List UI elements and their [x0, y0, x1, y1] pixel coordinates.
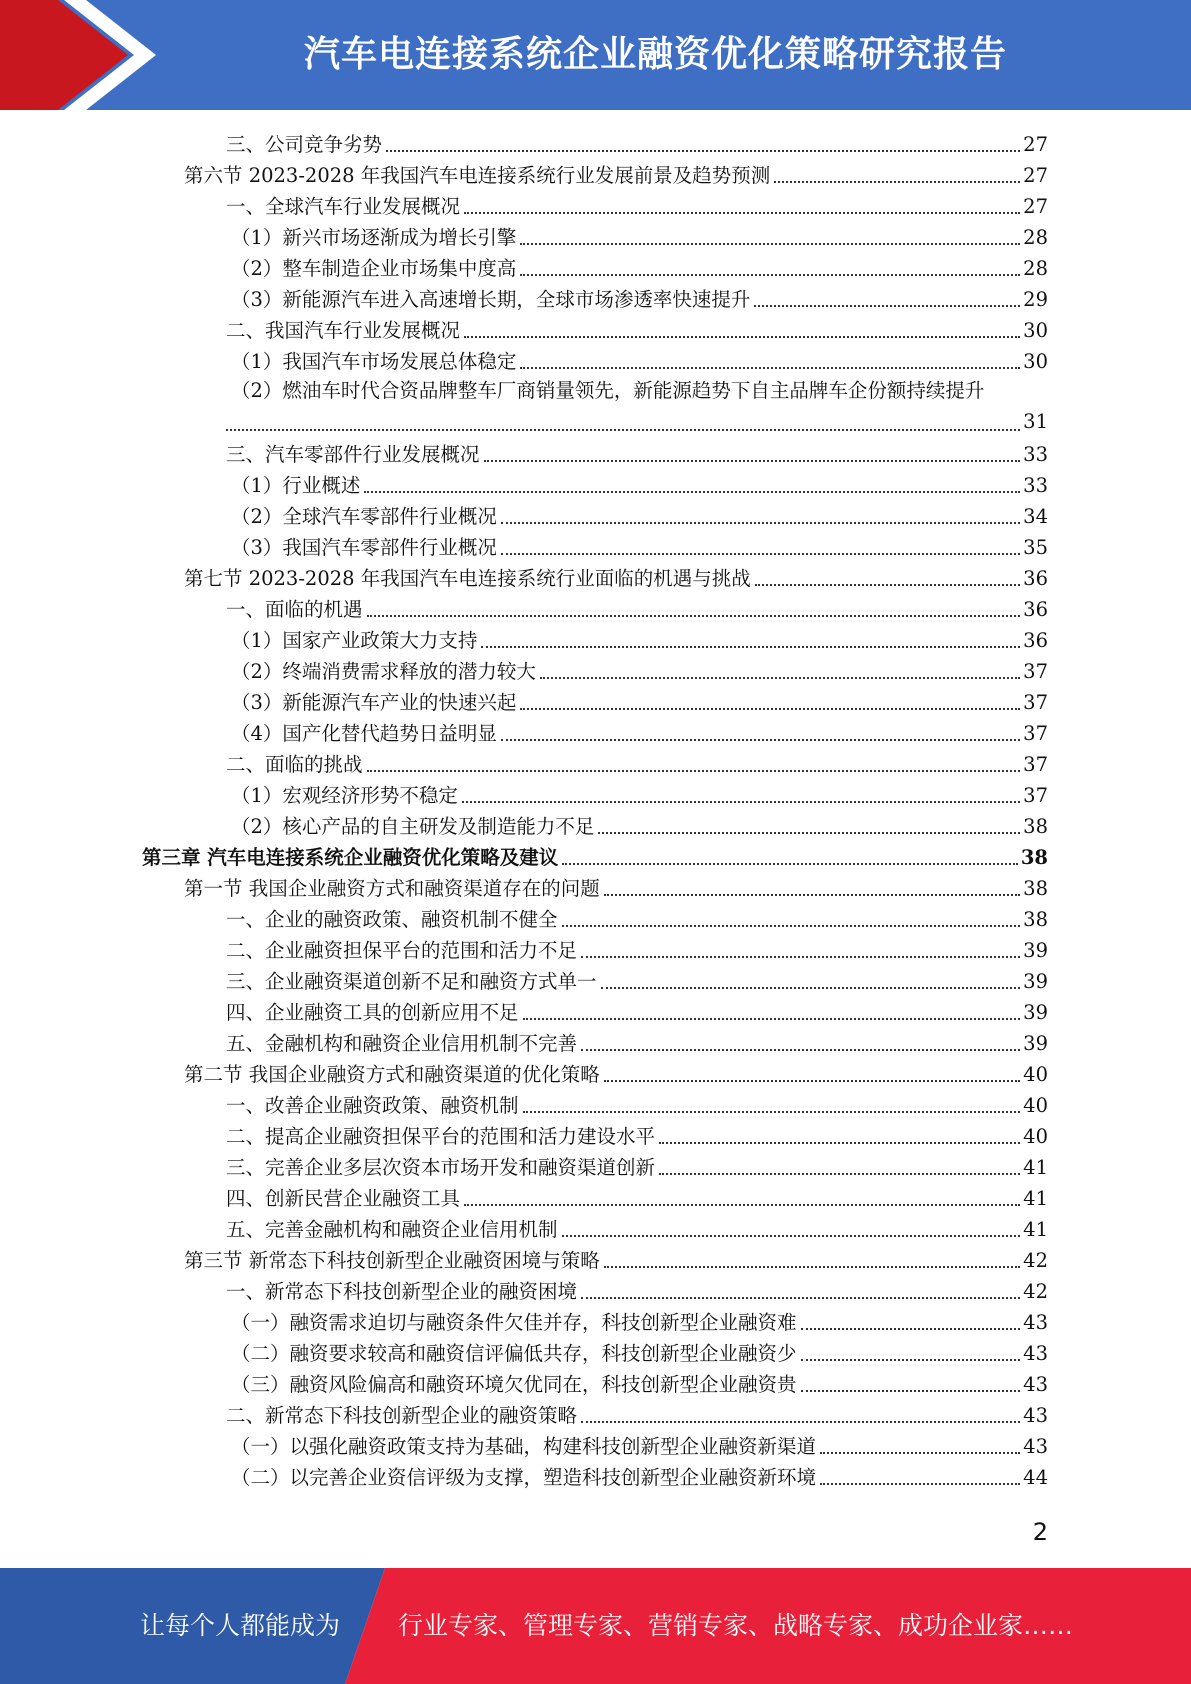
toc-entry-page: 40	[1023, 1125, 1048, 1148]
toc-entry-title: 三、汽车零部件行业发展概况	[226, 443, 480, 466]
toc-leader-dots	[367, 770, 1021, 772]
toc-entry[interactable]	[231, 220, 1048, 251]
toc-leader-dots	[604, 1266, 1020, 1268]
toc-leader-dots	[562, 925, 1021, 927]
toc-leader-dots	[562, 1235, 1021, 1237]
toc-leader-dots	[464, 336, 1020, 338]
toc-entry-title: （2）终端消费需求释放的潜力较大	[231, 660, 536, 683]
report-title: 汽车电连接系统企业融资优化策略研究报告	[303, 34, 1007, 75]
toc-entry-page: 28	[1023, 226, 1048, 249]
toc-entry-title: 第三章 汽车电连接系统企业融资优化策略及建议	[142, 846, 559, 869]
toc-entry-title: （二）融资要求较高和融资信评偏低共存，科技创新型企业融资少	[231, 1342, 797, 1365]
toc-leader-dots	[801, 1359, 1021, 1361]
toc-entry-title: 一、企业的融资政策、融资机制不健全	[226, 908, 558, 931]
toc-entry-page: 40	[1023, 1063, 1048, 1086]
toc-entry-page: 30	[1023, 350, 1048, 373]
toc-entry-page: 43	[1023, 1404, 1048, 1427]
toc-entry-page: 27	[1023, 133, 1048, 156]
toc-entry-title: （二）以完善企业资信评级为支撑，塑造科技创新型企业融资新环境	[231, 1466, 817, 1489]
toc-entry-title: （三）融资风险偏高和融资环境欠优同在，科技创新型企业融资贵	[231, 1373, 797, 1396]
toc-entry-page: 42	[1023, 1249, 1048, 1272]
footer-slogan-left: 让每个人都能成为	[140, 1611, 341, 1640]
toc-entry-title: 三、公司竞争劣势	[226, 133, 383, 156]
toc-entry-title: 第一节 我国企业融资方式和融资渠道存在的问题	[184, 877, 600, 900]
toc-entry[interactable]	[231, 1305, 1048, 1336]
toc-entry-title: 二、我国汽车行业发展概况	[226, 319, 461, 342]
toc-leader-dots	[562, 863, 1018, 865]
toc-leader-dots	[581, 956, 1020, 958]
toc-entry-title: 二、企业融资担保平台的范围和活力不足	[226, 939, 578, 962]
toc-entry[interactable]	[184, 1057, 1048, 1088]
toc-entry-title: （2）核心产品的自主研发及制造能力不足	[231, 815, 595, 838]
toc-entry-page: 38	[1023, 908, 1048, 931]
toc-entry-title: 二、提高企业融资担保平台的范围和活力建设水平	[226, 1125, 656, 1148]
toc-entry-page: 34	[1023, 505, 1048, 528]
toc-entry[interactable]	[231, 1429, 1048, 1460]
toc-entry-page: 37	[1023, 722, 1048, 745]
toc-entry-page: 44	[1023, 1466, 1048, 1489]
toc-entry-page: 41	[1023, 1187, 1048, 1210]
toc-entry-title: （一）融资需求迫切与融资条件欠佳并存，科技创新型企业融资难	[231, 1311, 797, 1334]
toc-entry[interactable]	[184, 1243, 1048, 1274]
toc-leader-dots	[523, 1018, 1021, 1020]
toc-entry-title: （一）以强化融资政策支持为基础，构建科技创新型企业融资新渠道	[231, 1435, 817, 1458]
toc-entry-page: 37	[1023, 691, 1048, 714]
toc-entry[interactable]	[231, 499, 1048, 530]
toc-entry-title: （3）新能源汽车进入高速增长期，全球市场渗透率快速提升	[231, 288, 751, 311]
toc-chapter-entry[interactable]	[142, 840, 1048, 871]
toc-entry[interactable]	[231, 282, 1048, 313]
toc-leader-dots	[367, 615, 1021, 617]
toc-entry-title: 第六节 2023-2028 年我国汽车电连接系统行业发展前景及趋势预测	[184, 164, 771, 187]
toc-entry[interactable]	[226, 1274, 1048, 1305]
toc-entry[interactable]	[226, 189, 1048, 220]
toc-entry-title: 二、新常态下科技创新型企业的融资策略	[226, 1404, 578, 1427]
toc-entry-title: 第三节 新常态下科技创新型企业融资困境与策略	[184, 1249, 600, 1272]
toc-leader-dots	[484, 460, 1021, 462]
toc-entry-title: （1）行业概述	[231, 474, 361, 497]
toc-entry-title: （3）我国汽车零部件行业概况	[231, 536, 497, 559]
toc-leader-dots	[464, 212, 1020, 214]
toc-entry-page: 33	[1023, 474, 1048, 497]
toc-leader-dots	[604, 894, 1020, 896]
toc-entry-page: 27	[1023, 164, 1048, 187]
toc-entry[interactable]	[231, 809, 1048, 840]
toc-entry-title: 一、新常态下科技创新型企业的融资困境	[226, 1280, 578, 1303]
toc-entry[interactable]	[231, 251, 1048, 282]
toc-leader-dots	[520, 367, 1020, 369]
toc-leader-dots	[581, 1297, 1020, 1299]
page-footer	[0, 1568, 1191, 1684]
toc-entry[interactable]	[231, 468, 1048, 499]
toc-entry[interactable]	[226, 592, 1048, 623]
toc-entry-title: （1）我国汽车市场发展总体稳定	[231, 350, 517, 373]
toc-entry-title: 五、金融机构和融资企业信用机制不完善	[226, 1032, 578, 1055]
toc-leader-dots	[659, 1173, 1020, 1175]
toc-entry-page: 38	[1023, 877, 1048, 900]
toc-entry[interactable]	[231, 716, 1048, 747]
toc-entry-title: 一、改善企业融资政策、融资机制	[226, 1094, 519, 1117]
toc-leader-dots	[659, 1142, 1020, 1144]
toc-leader-dots	[754, 305, 1020, 307]
toc-entry-page: 33	[1023, 443, 1048, 466]
toc-leader-dots	[520, 243, 1020, 245]
toc-entry-title: 一、面临的机遇	[226, 598, 363, 621]
toc-leader-dots	[801, 1328, 1021, 1330]
toc-entry[interactable]	[231, 623, 1048, 654]
toc-entry-title: 四、创新民营企业融资工具	[226, 1187, 461, 1210]
toc-leader-dots	[601, 987, 1021, 989]
toc-entry-page: 27	[1023, 195, 1048, 218]
toc-leader-dots	[520, 708, 1020, 710]
toc-leader-dots	[581, 1049, 1020, 1051]
toc-entry-page: 41	[1023, 1156, 1048, 1179]
toc-entry-title: （2）燃油车时代合资品牌整车厂商销量领先，新能源趋势下自主品牌车企份额持续提升	[231, 379, 985, 402]
page-header	[0, 0, 1191, 110]
toc-entry-page: 35	[1023, 536, 1048, 559]
toc-leader-dots	[481, 646, 1020, 648]
toc-leader-dots	[774, 181, 1020, 183]
toc-entry-title: （1）国家产业政策大力支持	[231, 629, 478, 652]
toc-entry-page: 38	[1020, 846, 1048, 869]
toc-entry-title: （1）新兴市场逐渐成为增长引擎	[231, 226, 517, 249]
toc-leader-dots	[226, 429, 1020, 431]
toc-entry-page: 36	[1023, 629, 1048, 652]
toc-entry-title: 二、面临的挑战	[226, 753, 363, 776]
toc-entry-page: 43	[1023, 1373, 1048, 1396]
toc-leader-dots	[364, 491, 1020, 493]
toc-entry-page: 31	[1023, 410, 1048, 433]
toc-entry[interactable]	[226, 127, 1048, 158]
toc-entry[interactable]	[226, 1398, 1048, 1429]
toc-leader-dots	[523, 1111, 1021, 1113]
toc-entry-page: 37	[1023, 784, 1048, 807]
toc-entry[interactable]	[226, 1150, 1048, 1181]
toc-entry-title: （2）全球汽车零部件行业概况	[231, 505, 497, 528]
toc-entry[interactable]	[231, 1460, 1048, 1491]
toc-entry[interactable]	[226, 964, 1048, 995]
toc-leader-dots	[820, 1483, 1020, 1485]
toc-entry-page: 39	[1023, 1032, 1048, 1055]
toc-entry[interactable]	[184, 561, 1048, 592]
toc-leader-dots	[386, 150, 1020, 152]
toc-entry[interactable]	[226, 1181, 1048, 1212]
toc-entry-page: 37	[1023, 753, 1048, 776]
toc-entry-page: 43	[1023, 1311, 1048, 1334]
toc-leader-dots	[581, 1421, 1020, 1423]
toc-entry-title: 四、企业融资工具的创新应用不足	[226, 1001, 519, 1024]
toc-entry[interactable]	[231, 375, 1048, 437]
toc-entry[interactable]	[231, 685, 1048, 716]
toc-leader-dots	[820, 1452, 1020, 1454]
toc-entry[interactable]	[184, 871, 1048, 902]
page-number: 2	[1032, 1518, 1048, 1546]
toc-entry[interactable]	[231, 530, 1048, 561]
toc-entry-page: 39	[1023, 1001, 1048, 1024]
toc-entry-page: 37	[1023, 660, 1048, 683]
toc-entry[interactable]	[226, 1119, 1048, 1150]
toc-leader-dots	[501, 553, 1020, 555]
toc-entry-page: 36	[1023, 567, 1048, 590]
toc-entry[interactable]	[226, 1212, 1048, 1243]
toc-entry[interactable]	[231, 654, 1048, 685]
toc-entry-title: （3）新能源汽车产业的快速兴起	[231, 691, 517, 714]
toc-entry-page: 41	[1023, 1218, 1048, 1241]
toc-entry[interactable]	[231, 344, 1048, 375]
toc-entry-page: 36	[1023, 598, 1048, 621]
toc-entry-page: 38	[1023, 815, 1048, 838]
toc-entry[interactable]	[226, 437, 1048, 468]
toc-entry-page: 43	[1023, 1342, 1048, 1365]
toc-leader-dots	[501, 739, 1020, 741]
toc-entry[interactable]	[184, 158, 1048, 189]
toc-entry[interactable]	[226, 313, 1048, 344]
toc-leader-dots	[501, 522, 1020, 524]
toc-entry[interactable]	[231, 1336, 1048, 1367]
toc-leader-dots	[540, 677, 1020, 679]
toc-entry-title: 第二节 我国企业融资方式和融资渠道的优化策略	[184, 1063, 600, 1086]
toc-entry-title: （2）整车制造企业市场集中度高	[231, 257, 517, 280]
toc-entry[interactable]	[231, 1367, 1048, 1398]
toc-leader-dots	[598, 832, 1020, 834]
toc-leader-dots	[464, 1204, 1020, 1206]
toc-entry[interactable]	[226, 747, 1048, 778]
toc-entry[interactable]	[226, 995, 1048, 1026]
toc-entry-title: （4）国产化替代趋势日益明显	[231, 722, 497, 745]
toc-leader-dots	[520, 274, 1020, 276]
toc-entry-page: 39	[1023, 939, 1048, 962]
toc-entry-title: 第七节 2023-2028 年我国汽车电连接系统行业面临的机遇与挑战	[184, 567, 751, 590]
toc-entry[interactable]	[226, 933, 1048, 964]
toc-leader-dots	[462, 801, 1020, 803]
toc-entry-title: 一、全球汽车行业发展概况	[226, 195, 461, 218]
toc-leader-dots	[755, 584, 1020, 586]
toc-entry-title: 三、完善企业多层次资本市场开发和融资渠道创新	[226, 1156, 656, 1179]
toc-entry[interactable]	[226, 1088, 1048, 1119]
toc-entry-page: 39	[1023, 970, 1048, 993]
toc-entry-page: 42	[1023, 1280, 1048, 1303]
toc-entry-page: 30	[1023, 319, 1048, 342]
toc-entry-title: 三、企业融资渠道创新不足和融资方式单一	[226, 970, 597, 993]
toc-entry-page: 43	[1023, 1435, 1048, 1458]
toc-entry-title: （1）宏观经济形势不稳定	[231, 784, 458, 807]
toc-entry[interactable]	[231, 778, 1048, 809]
toc-entry[interactable]	[226, 902, 1048, 933]
footer-slogan-right: 行业专家、管理专家、营销专家、战略专家、成功企业家……	[398, 1611, 1074, 1640]
toc-entry-page: 40	[1023, 1094, 1048, 1117]
toc-entry[interactable]	[226, 1026, 1048, 1057]
toc-entry-title: 五、完善金融机构和融资企业信用机制	[226, 1218, 558, 1241]
toc-leader-dots	[604, 1080, 1020, 1082]
toc-leader-dots	[801, 1390, 1021, 1392]
toc-entry-page: 28	[1023, 257, 1048, 280]
toc-entry-page: 29	[1023, 288, 1048, 311]
